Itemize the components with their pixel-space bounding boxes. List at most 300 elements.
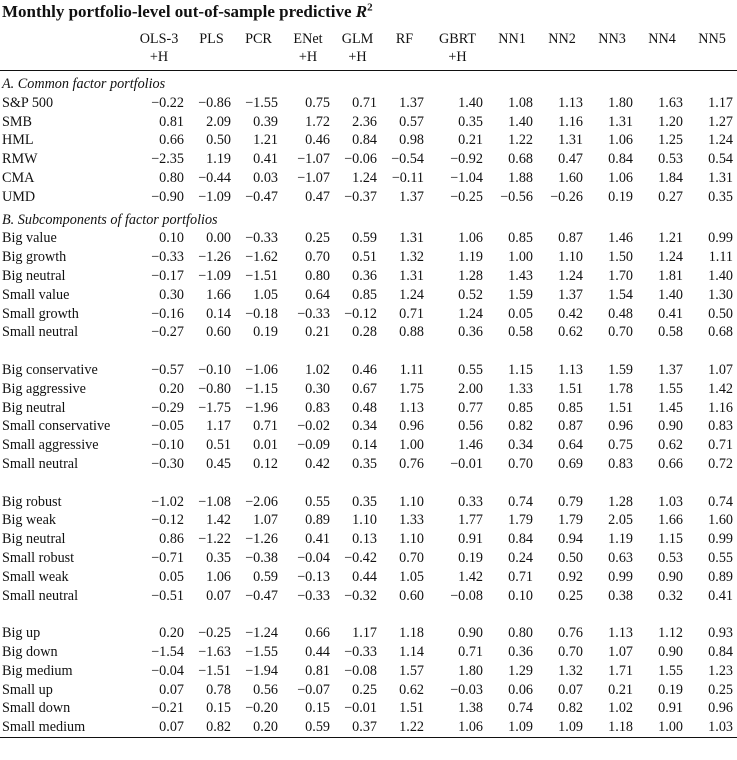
table-row: [0, 436, 737, 455]
value-cell: −0.12: [344, 305, 377, 322]
table-row: [0, 549, 737, 568]
value-cell: 1.51: [608, 399, 633, 416]
value-cell: 1.23: [708, 662, 733, 679]
value-cell: −0.06: [344, 151, 377, 168]
value-cell: 1.16: [708, 399, 733, 416]
value-cell: 1.31: [399, 267, 424, 284]
value-cell: 0.10: [159, 230, 184, 247]
value-cell: −1.02: [151, 493, 184, 510]
value-cell: 1.08: [508, 94, 533, 111]
value-cell: 1.28: [608, 493, 633, 510]
value-cell: 0.10: [508, 587, 533, 604]
table-row: [0, 455, 737, 474]
value-cell: 0.21: [458, 132, 483, 149]
column-header: [334, 28, 381, 71]
row-label: Big neutral: [2, 399, 66, 416]
table-row: [0, 113, 737, 132]
row-label: Big conservative: [2, 361, 98, 378]
value-cell: 1.13: [558, 361, 583, 378]
value-cell: 0.76: [399, 455, 424, 472]
value-cell: 0.46: [305, 132, 330, 149]
value-cell: 0.70: [558, 643, 583, 660]
value-cell: 1.37: [399, 94, 424, 111]
row-label: UMD: [2, 188, 36, 205]
table-row: [0, 323, 737, 342]
row-label: Small neutral: [2, 324, 79, 341]
value-cell: 1.42: [206, 512, 231, 529]
value-cell: −0.08: [344, 662, 377, 679]
value-cell: 1.07: [253, 512, 278, 529]
value-cell: −0.90: [151, 188, 184, 205]
value-cell: 1.10: [399, 531, 424, 548]
value-cell: 1.50: [608, 249, 633, 266]
column-header: [687, 28, 737, 71]
value-cell: 1.06: [206, 568, 231, 585]
value-cell: 0.58: [508, 324, 533, 341]
value-cell: 1.70: [608, 267, 633, 284]
column-header-line2: +H: [298, 49, 318, 65]
column-header-line1: NN4: [648, 31, 676, 47]
row-label: Big up: [2, 625, 41, 642]
value-cell: −0.33: [297, 305, 330, 322]
row-label: Small aggressive: [2, 437, 99, 454]
value-cell: −0.10: [198, 361, 231, 378]
value-cell: 0.33: [458, 493, 483, 510]
value-cell: −0.56: [500, 188, 533, 205]
value-cell: 0.70: [508, 455, 533, 472]
value-cell: 1.29: [508, 662, 533, 679]
value-cell: −1.96: [245, 399, 278, 416]
group-spacer: [0, 605, 737, 624]
column-header: [428, 28, 487, 71]
row-label: S&P 500: [2, 94, 54, 111]
value-cell: 0.05: [508, 305, 533, 322]
section-title: A. Common factor portfolios: [2, 76, 166, 92]
value-cell: 1.43: [508, 267, 533, 284]
row-label: Small value: [2, 286, 70, 303]
value-cell: 0.19: [658, 681, 683, 698]
value-cell: 1.06: [608, 169, 633, 186]
value-cell: 0.14: [352, 437, 377, 454]
value-cell: −0.54: [391, 151, 424, 168]
row-label: Big aggressive: [2, 380, 86, 397]
value-cell: 1.18: [608, 719, 633, 736]
value-cell: 1.40: [658, 286, 683, 303]
value-cell: 1.22: [508, 132, 533, 149]
value-cell: 1.40: [708, 267, 733, 284]
table-row: [0, 587, 737, 606]
value-cell: 0.78: [206, 681, 231, 698]
value-cell: 1.02: [305, 361, 330, 378]
value-cell: 1.78: [608, 380, 633, 397]
value-cell: 1.21: [658, 230, 683, 247]
column-header: [637, 28, 687, 71]
value-cell: 0.99: [608, 568, 633, 585]
value-cell: 0.21: [608, 681, 633, 698]
value-cell: 0.58: [658, 324, 683, 341]
value-cell: 0.71: [253, 418, 278, 435]
value-cell: 1.05: [399, 568, 424, 585]
value-cell: 0.39: [253, 113, 278, 130]
value-cell: 0.55: [305, 493, 330, 510]
value-cell: 0.96: [708, 700, 733, 717]
value-cell: 1.07: [608, 643, 633, 660]
value-cell: 1.13: [608, 625, 633, 642]
value-cell: 0.85: [352, 286, 377, 303]
value-cell: 0.70: [305, 249, 330, 266]
value-cell: 1.24: [352, 169, 377, 186]
value-cell: −0.10: [151, 437, 184, 454]
value-cell: 0.60: [206, 324, 231, 341]
value-cell: −1.55: [245, 643, 278, 660]
value-cell: 1.15: [508, 361, 533, 378]
column-header-line2: [381, 48, 428, 66]
value-cell: 0.57: [399, 113, 424, 130]
value-cell: −0.11: [391, 169, 424, 186]
value-cell: 1.31: [708, 169, 733, 186]
value-cell: 1.79: [558, 512, 583, 529]
value-cell: 0.80: [508, 625, 533, 642]
value-cell: 0.19: [608, 188, 633, 205]
value-cell: −1.04: [450, 169, 483, 186]
row-label: Big neutral: [2, 531, 66, 548]
column-header-line2: [537, 48, 587, 66]
table-row: [0, 131, 737, 150]
value-cell: 1.17: [206, 418, 231, 435]
value-cell: 0.13: [352, 531, 377, 548]
value-cell: −0.92: [450, 151, 483, 168]
table-row: [0, 361, 737, 380]
value-cell: 0.92: [558, 568, 583, 585]
value-cell: −0.27: [151, 324, 184, 341]
value-cell: 1.37: [558, 286, 583, 303]
value-cell: 0.41: [658, 305, 683, 322]
value-cell: 0.50: [558, 549, 583, 566]
section-title-row: [0, 71, 737, 94]
value-cell: 0.67: [352, 380, 377, 397]
value-cell: −1.54: [151, 643, 184, 660]
value-cell: 0.41: [253, 151, 278, 168]
value-cell: 2.05: [608, 512, 633, 529]
row-label: Small down: [2, 700, 71, 717]
value-cell: 1.24: [399, 286, 424, 303]
value-cell: 0.96: [399, 418, 424, 435]
value-cell: −1.22: [198, 531, 231, 548]
table-row: [0, 530, 737, 549]
value-cell: −1.75: [198, 399, 231, 416]
section-title-row: [0, 207, 737, 230]
value-cell: −0.09: [297, 437, 330, 454]
value-cell: −1.09: [198, 188, 231, 205]
value-cell: 0.03: [253, 169, 278, 186]
value-cell: 0.51: [352, 249, 377, 266]
value-cell: 1.00: [508, 249, 533, 266]
value-cell: 1.05: [253, 286, 278, 303]
value-cell: 0.69: [558, 455, 583, 472]
value-cell: 1.19: [608, 531, 633, 548]
value-cell: −0.32: [344, 587, 377, 604]
value-cell: 1.40: [508, 113, 533, 130]
value-cell: 1.28: [458, 267, 483, 284]
value-cell: 0.47: [558, 151, 583, 168]
value-cell: 0.80: [159, 169, 184, 186]
row-label: Big value: [2, 230, 57, 247]
value-cell: −1.63: [198, 643, 231, 660]
value-cell: −0.47: [245, 587, 278, 604]
value-cell: −0.16: [151, 305, 184, 322]
value-cell: −0.33: [151, 249, 184, 266]
column-header: [487, 28, 537, 71]
row-label: Small conservative: [2, 418, 111, 435]
value-cell: 0.99: [708, 230, 733, 247]
value-cell: 1.31: [399, 230, 424, 247]
value-cell: 1.24: [658, 249, 683, 266]
value-cell: 1.30: [708, 286, 733, 303]
value-cell: −0.20: [245, 700, 278, 717]
value-cell: 0.84: [708, 643, 733, 660]
table-row: [0, 267, 737, 286]
value-cell: 1.27: [708, 113, 733, 130]
value-cell: 0.70: [399, 549, 424, 566]
value-cell: 0.35: [206, 549, 231, 566]
value-cell: 0.20: [253, 719, 278, 736]
row-label: Big weak: [2, 512, 56, 529]
column-header-line1: OLS-3: [139, 31, 179, 47]
column-header-line2: +H: [448, 49, 467, 65]
group-spacer-cell: [0, 474, 737, 493]
value-cell: 0.27: [658, 188, 683, 205]
value-cell: 0.86: [159, 531, 184, 548]
value-cell: 0.85: [508, 399, 533, 416]
value-cell: 1.51: [558, 380, 583, 397]
value-cell: 0.38: [608, 587, 633, 604]
value-cell: 1.22: [399, 719, 424, 736]
value-cell: 0.88: [399, 324, 424, 341]
table-row: [0, 493, 737, 512]
value-cell: 1.79: [508, 512, 533, 529]
value-cell: 0.85: [508, 230, 533, 247]
value-cell: 0.25: [558, 587, 583, 604]
section-title: B. Subcomponents of factor portfolios: [2, 211, 218, 228]
value-cell: −1.24: [245, 625, 278, 642]
value-cell: 1.42: [708, 380, 733, 397]
value-cell: 1.66: [658, 512, 683, 529]
value-cell: 1.11: [399, 361, 424, 378]
value-cell: 0.85: [558, 399, 583, 416]
value-cell: 0.82: [558, 700, 583, 717]
value-cell: 0.59: [253, 568, 278, 585]
value-cell: 0.80: [305, 267, 330, 284]
value-cell: −0.33: [297, 587, 330, 604]
value-cell: 1.46: [608, 230, 633, 247]
value-cell: 0.75: [305, 94, 330, 111]
value-cell: 1.57: [399, 662, 424, 679]
row-label: Small growth: [2, 305, 79, 322]
value-cell: 1.10: [558, 249, 583, 266]
value-cell: 0.77: [458, 399, 483, 416]
value-cell: 0.53: [658, 549, 683, 566]
value-cell: 1.60: [558, 169, 583, 186]
value-cell: 0.72: [708, 455, 733, 472]
value-cell: 0.62: [658, 437, 683, 454]
table-row: [0, 643, 737, 662]
value-cell: 1.32: [558, 662, 583, 679]
value-cell: 0.35: [708, 188, 733, 205]
value-cell: 1.71: [608, 662, 633, 679]
value-cell: −0.17: [151, 267, 184, 284]
value-cell: 1.77: [458, 512, 483, 529]
value-cell: 0.59: [305, 719, 330, 736]
column-header-line2: [637, 48, 687, 66]
value-cell: 1.60: [708, 512, 733, 529]
row-label: Big growth: [2, 249, 67, 266]
value-cell: 0.19: [253, 324, 278, 341]
table-row: [0, 150, 737, 169]
table-row: [0, 169, 737, 188]
value-cell: 0.48: [352, 399, 377, 416]
value-cell: 1.10: [399, 493, 424, 510]
value-cell: −1.55: [245, 94, 278, 111]
row-label: Small robust: [2, 549, 75, 566]
value-cell: −0.71: [151, 549, 184, 566]
column-header-line1: RF: [395, 31, 414, 47]
value-cell: 1.63: [658, 94, 683, 111]
value-cell: 0.64: [558, 437, 583, 454]
value-cell: 1.42: [458, 568, 483, 585]
row-label: Small up: [2, 681, 53, 698]
value-cell: −0.51: [151, 587, 184, 604]
column-header-line2: [687, 48, 737, 66]
table-row: [0, 624, 737, 643]
group-spacer: [0, 342, 737, 361]
value-cell: 1.24: [558, 267, 583, 284]
value-cell: 0.14: [206, 305, 231, 322]
value-cell: 1.37: [399, 188, 424, 205]
value-cell: 0.20: [159, 625, 184, 642]
value-cell: 1.59: [608, 361, 633, 378]
value-cell: 0.70: [608, 324, 633, 341]
column-header-line2: [235, 48, 282, 66]
value-cell: 0.30: [305, 380, 330, 397]
table-row: [0, 248, 737, 267]
value-cell: 1.06: [608, 132, 633, 149]
value-cell: 0.21: [305, 324, 330, 341]
value-cell: 0.91: [458, 531, 483, 548]
column-header-line2: +H: [149, 49, 169, 65]
value-cell: −0.29: [151, 399, 184, 416]
value-cell: 1.02: [608, 700, 633, 717]
value-cell: 2.09: [206, 113, 231, 130]
value-cell: 0.93: [708, 625, 733, 642]
value-cell: 0.45: [206, 455, 231, 472]
value-cell: 0.50: [206, 132, 231, 149]
value-cell: −0.33: [344, 643, 377, 660]
value-cell: 0.96: [608, 418, 633, 435]
value-cell: −0.86: [198, 94, 231, 111]
column-header-line1: ENet: [293, 31, 323, 47]
value-cell: 1.66: [206, 286, 231, 303]
value-cell: −0.80: [198, 380, 231, 397]
value-cell: 0.07: [159, 719, 184, 736]
value-cell: 0.94: [558, 531, 583, 548]
value-cell: −0.01: [344, 700, 377, 717]
group-spacer-cell: [0, 605, 737, 624]
value-cell: 0.74: [508, 493, 533, 510]
column-header-line2: [487, 48, 537, 66]
row-label: Small weak: [2, 568, 69, 585]
value-cell: 1.75: [399, 380, 424, 397]
value-cell: 0.15: [305, 700, 330, 717]
column-header-line1: NN3: [598, 31, 626, 47]
value-cell: 0.24: [508, 549, 533, 566]
value-cell: 0.66: [305, 625, 330, 642]
value-cell: 0.71: [708, 437, 733, 454]
value-cell: 0.89: [305, 512, 330, 529]
value-cell: 1.09: [558, 719, 583, 736]
value-cell: 0.60: [399, 587, 424, 604]
table-row: [0, 662, 737, 681]
value-cell: 0.87: [558, 230, 583, 247]
table-row: [0, 229, 737, 248]
column-header: [130, 28, 188, 71]
value-cell: 1.10: [352, 512, 377, 529]
value-cell: 0.30: [159, 286, 184, 303]
row-label: SMB: [2, 113, 32, 130]
value-cell: 0.07: [159, 681, 184, 698]
value-cell: 1.03: [658, 493, 683, 510]
r-symbol: R: [355, 2, 368, 21]
r-squared-superscript: 2: [367, 1, 373, 14]
value-cell: 0.19: [458, 549, 483, 566]
value-cell: 2.36: [352, 113, 377, 130]
value-cell: 0.89: [708, 568, 733, 585]
value-cell: −0.33: [245, 230, 278, 247]
value-cell: −0.07: [297, 681, 330, 698]
value-cell: 0.74: [708, 493, 733, 510]
value-cell: −0.25: [198, 625, 231, 642]
value-cell: 0.87: [558, 418, 583, 435]
value-cell: −0.37: [344, 188, 377, 205]
value-cell: −1.06: [245, 361, 278, 378]
value-cell: 0.52: [458, 286, 483, 303]
table-row: [0, 718, 737, 737]
value-cell: 0.90: [658, 643, 683, 660]
value-cell: 0.71: [458, 643, 483, 660]
header-row-label-cell: [0, 28, 130, 71]
value-cell: 0.59: [352, 230, 377, 247]
header-row: [0, 28, 737, 71]
value-cell: 0.41: [708, 587, 733, 604]
value-cell: 1.80: [458, 662, 483, 679]
value-cell: 1.51: [399, 700, 424, 717]
value-cell: 0.84: [352, 132, 377, 149]
value-cell: 0.48: [608, 305, 633, 322]
value-cell: 1.25: [658, 132, 683, 149]
value-cell: −0.47: [245, 188, 278, 205]
value-cell: 1.54: [608, 286, 633, 303]
value-cell: 0.36: [458, 324, 483, 341]
value-cell: 1.13: [558, 94, 583, 111]
value-cell: −1.26: [198, 249, 231, 266]
value-cell: 0.63: [608, 549, 633, 566]
table-title-text: Monthly portfolio-level out-of-sample predictive: [2, 2, 356, 21]
value-cell: 0.62: [558, 324, 583, 341]
results-table: [0, 28, 737, 738]
value-cell: 0.83: [608, 455, 633, 472]
table-body: [0, 71, 737, 738]
value-cell: 1.12: [658, 625, 683, 642]
value-cell: −2.35: [151, 151, 184, 168]
